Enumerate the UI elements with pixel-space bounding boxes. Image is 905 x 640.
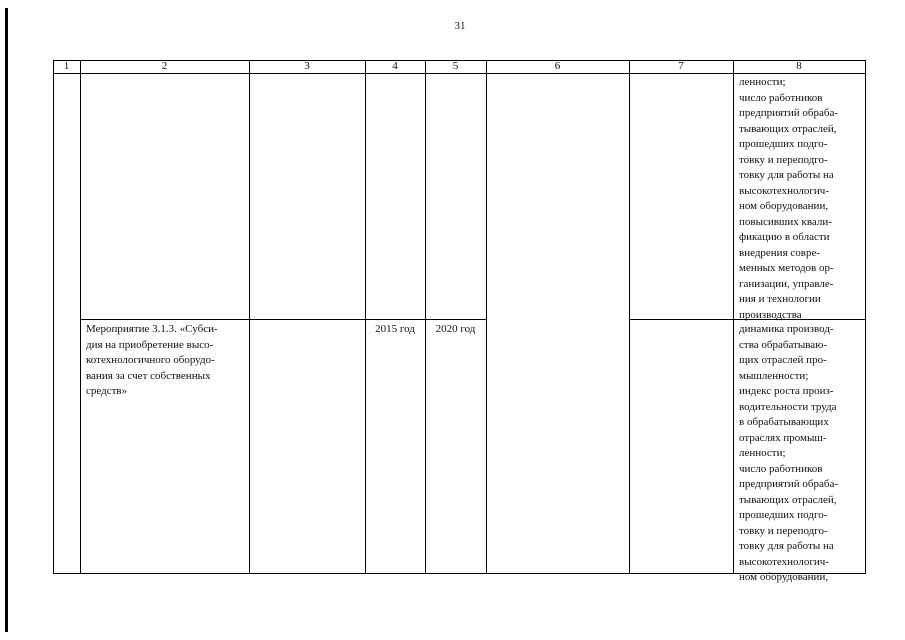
col-line-3 — [365, 60, 366, 574]
col-line-8 — [865, 60, 866, 574]
col-line-5 — [486, 60, 487, 574]
col-line-4 — [425, 60, 426, 574]
header-bottom-border — [53, 73, 866, 74]
start-year: 2015 год — [375, 323, 415, 335]
header-col-4: 4 — [392, 60, 398, 72]
header-col-3: 3 — [304, 60, 310, 72]
page-binding-rule — [5, 8, 8, 632]
page-number: 31 — [454, 20, 466, 32]
header-col-8: 8 — [796, 60, 802, 72]
indicator-text: динамика производ- ства обрабатываю- щих отраслей про- мышленности; индекс роста произ- водительности труда в обрабатывающих отраслях промыш- ленности; число работников предприятий обраба- тывающих отраслей, прошедших подго- товку и переподго- товку для работы на высокотехнологич- ном оборудовании, — [739, 323, 839, 583]
header-col-7: 7 — [678, 60, 684, 72]
end-year: 2020 год — [435, 323, 476, 335]
col-line-1 — [80, 60, 81, 574]
col-line-6 — [629, 60, 630, 574]
indicator-text-continued: ленности; число работников предприятий обраба- тывающих отраслей, прошедших подго- товку и переподго- товку для работы на высокотехнологич- ном оборудовании, повысивших квали- фикацию в области внедрения совре- менных методов ор- ганизации, управле- ния и технологии производства — [739, 76, 839, 321]
header-col-1: 1 — [63, 60, 70, 72]
measure-title: Мероприятие 3.1.3. «Субси- дия на приобретение высо- котехнологичного оборудо- вания за счет собственных средств» — [86, 323, 218, 397]
program-table — [53, 60, 866, 583]
col-line-2 — [249, 60, 250, 574]
col-line-7 — [733, 60, 734, 574]
header-col-5: 5 — [452, 60, 459, 72]
header-col-6: 6 — [554, 60, 561, 72]
header-col-2: 2 — [161, 60, 168, 72]
col-line-0 — [53, 60, 54, 574]
